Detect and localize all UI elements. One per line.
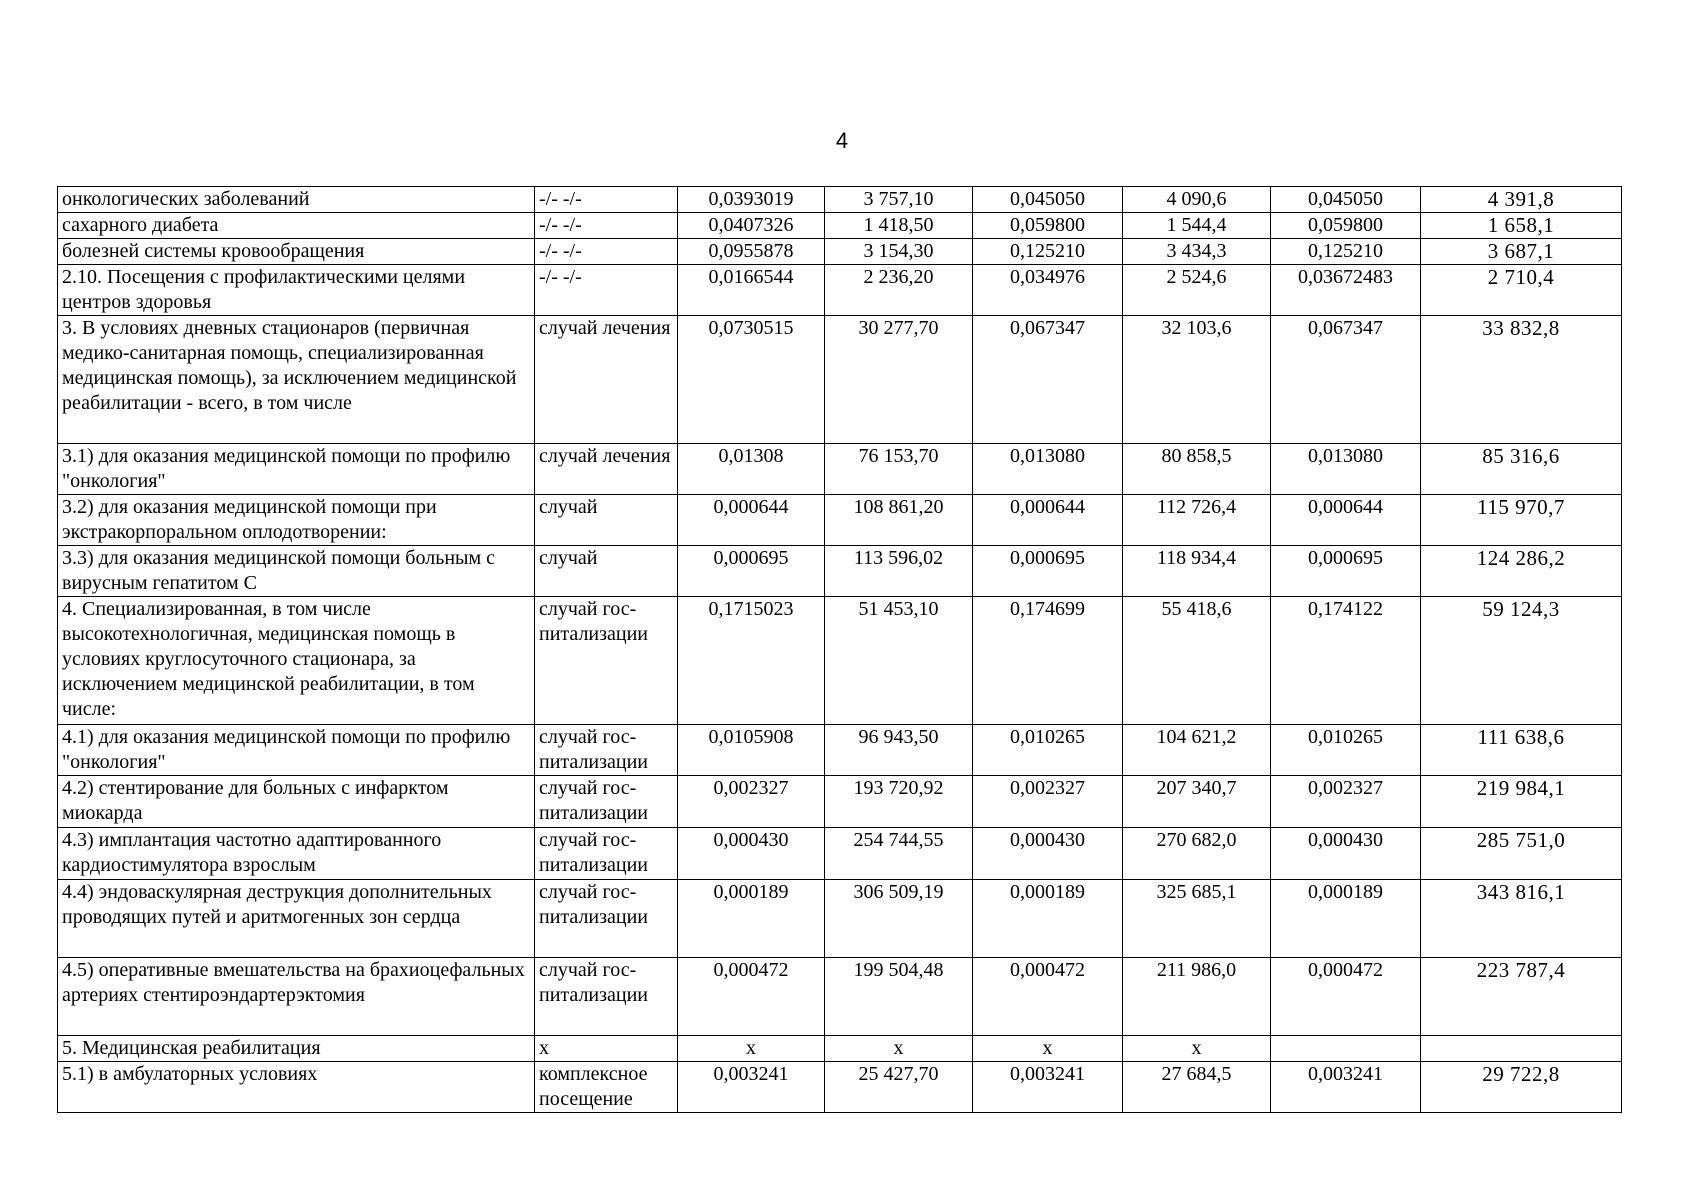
value-cell: 0,000695 <box>678 546 825 597</box>
value-cell: 80 858,5 <box>1123 444 1271 495</box>
row-name-cell: 4.3) имплантация частотно адаптированного кардиостимулятора взрослым <box>58 828 535 880</box>
table-row <box>58 495 1622 546</box>
value-cell: 0,0105908 <box>678 725 825 776</box>
value-cell: 2 710,4 <box>1421 265 1622 316</box>
row-name-cell: болезней системы кровообращения <box>58 239 535 265</box>
value-cell: 0,067347 <box>973 316 1123 444</box>
value-cell: 0,000472 <box>973 958 1123 1036</box>
value-cell: 25 427,70 <box>825 1062 973 1113</box>
value-cell: х <box>678 1036 825 1062</box>
row-name-cell: 5. Медицинская реабилитация <box>58 1036 535 1062</box>
row-name-cell: 3.2) для оказания медицинской помощи при экстракорпоральном оплодотворении: <box>58 495 535 546</box>
value-cell: 0,000695 <box>973 546 1123 597</box>
value-cell: 0,000472 <box>1271 958 1421 1036</box>
table-row <box>58 958 1622 1036</box>
value-cell: 0,125210 <box>973 239 1123 265</box>
table-row <box>58 444 1622 495</box>
table-row <box>58 265 1622 316</box>
value-cell: 115 970,7 <box>1421 495 1622 546</box>
value-cell: 51 453,10 <box>825 597 973 725</box>
value-cell: 0,059800 <box>1271 213 1421 239</box>
value-cell: 30 277,70 <box>825 316 973 444</box>
row-name-cell: 4. Специализированная, в том числе высокотехнологичная, медицинская помощь в условиях круглосуточного стационара, за исключением медицинской реабилитации, в том числе: <box>58 597 535 725</box>
value-cell: 0,010265 <box>1271 725 1421 776</box>
value-cell: 211 986,0 <box>1123 958 1271 1036</box>
value-cell: 0,0730515 <box>678 316 825 444</box>
value-cell: 0,125210 <box>1271 239 1421 265</box>
value-cell: 0,000644 <box>973 495 1123 546</box>
table-row <box>58 187 1622 213</box>
value-cell: 112 726,4 <box>1123 495 1271 546</box>
value-cell: 325 685,1 <box>1123 880 1271 958</box>
table-row <box>58 546 1622 597</box>
value-cell: 104 621,2 <box>1123 725 1271 776</box>
value-cell: 4 391,8 <box>1421 187 1622 213</box>
value-cell: 0,000430 <box>678 828 825 880</box>
value-cell: 55 418,6 <box>1123 597 1271 725</box>
row-unit-cell: комплексное посещение <box>535 1062 678 1113</box>
value-cell: 0,000189 <box>973 880 1123 958</box>
value-cell: 124 286,2 <box>1421 546 1622 597</box>
row-unit-cell: -/- -/- <box>535 187 678 213</box>
value-cell: 0,003241 <box>1271 1062 1421 1113</box>
value-cell: 0,002327 <box>973 776 1123 828</box>
table-row <box>58 725 1622 776</box>
value-cell: 0,0166544 <box>678 265 825 316</box>
value-cell: 76 153,70 <box>825 444 973 495</box>
value-cell: 3 687,1 <box>1421 239 1622 265</box>
row-unit-cell: случай гос-питализации <box>535 828 678 880</box>
row-unit-cell: случай гос-питализации <box>535 880 678 958</box>
row-name-cell: сахарного диабета <box>58 213 535 239</box>
value-cell: 2 236,20 <box>825 265 973 316</box>
value-cell: 0,003241 <box>678 1062 825 1113</box>
table-body <box>58 187 1622 1113</box>
value-cell: 0,034976 <box>973 265 1123 316</box>
value-cell: 0,013080 <box>973 444 1123 495</box>
value-cell: х <box>973 1036 1123 1062</box>
row-name-cell: 3.3) для оказания медицинской помощи больным с вирусным гепатитом С <box>58 546 535 597</box>
value-cell: 108 861,20 <box>825 495 973 546</box>
value-cell: 0,000695 <box>1271 546 1421 597</box>
table-row <box>58 213 1622 239</box>
row-name-cell: 4.4) эндоваскулярная деструкция дополнительных проводящих путей и аритмогенных зон сердца <box>58 880 535 958</box>
row-name-cell: 5.1) в амбулаторных условиях <box>58 1062 535 1113</box>
value-cell: 254 744,55 <box>825 828 973 880</box>
row-name-cell: 2.10. Посещения с профилактическими целями центров здоровья <box>58 265 535 316</box>
value-cell: 0,000189 <box>678 880 825 958</box>
value-cell: 0,000644 <box>1271 495 1421 546</box>
row-unit-cell: случай гос-питализации <box>535 958 678 1036</box>
row-unit-cell: -/- -/- <box>535 239 678 265</box>
table-row <box>58 776 1622 828</box>
value-cell: 193 720,92 <box>825 776 973 828</box>
value-cell <box>1271 1036 1421 1062</box>
value-cell: 0,000430 <box>973 828 1123 880</box>
value-cell: 0,067347 <box>1271 316 1421 444</box>
row-unit-cell: случай лечения <box>535 444 678 495</box>
row-unit-cell: случай <box>535 546 678 597</box>
value-cell: 111 638,6 <box>1421 725 1622 776</box>
value-cell: х <box>825 1036 973 1062</box>
value-cell: 219 984,1 <box>1421 776 1622 828</box>
value-cell <box>1421 1036 1622 1062</box>
value-cell: 0,000472 <box>678 958 825 1036</box>
value-cell: 0,045050 <box>1271 187 1421 213</box>
row-unit-cell: случай лечения <box>535 316 678 444</box>
value-cell: 0,010265 <box>973 725 1123 776</box>
value-cell: 0,0393019 <box>678 187 825 213</box>
value-cell: х <box>1123 1036 1271 1062</box>
value-cell: 0,01308 <box>678 444 825 495</box>
row-unit-cell: случай гос-питализации <box>535 776 678 828</box>
value-cell: 0,045050 <box>973 187 1123 213</box>
value-cell: 32 103,6 <box>1123 316 1271 444</box>
value-cell: 0,013080 <box>1271 444 1421 495</box>
row-name-cell: 3.1) для оказания медицинской помощи по профилю "онкология" <box>58 444 535 495</box>
value-cell: 0,000430 <box>1271 828 1421 880</box>
value-cell: 1 544,4 <box>1123 213 1271 239</box>
value-cell: 27 684,5 <box>1123 1062 1271 1113</box>
page-number: 4 <box>835 128 849 153</box>
table-row <box>58 316 1622 444</box>
row-name-cell: онкологических заболеваний <box>58 187 535 213</box>
value-cell: 3 757,10 <box>825 187 973 213</box>
value-cell: 207 340,7 <box>1123 776 1271 828</box>
table-row <box>58 1036 1622 1062</box>
row-unit-cell: случай гос-питализации <box>535 597 678 725</box>
value-cell: 0,000189 <box>1271 880 1421 958</box>
row-unit-cell: х <box>535 1036 678 1062</box>
value-cell: 0,174122 <box>1271 597 1421 725</box>
value-cell: 223 787,4 <box>1421 958 1622 1036</box>
value-cell: 199 504,48 <box>825 958 973 1036</box>
value-cell: 3 154,30 <box>825 239 973 265</box>
value-cell: 4 090,6 <box>1123 187 1271 213</box>
value-cell: 0,002327 <box>1271 776 1421 828</box>
row-unit-cell: -/- -/- <box>535 213 678 239</box>
value-cell: 0,0955878 <box>678 239 825 265</box>
row-unit-cell: случай <box>535 495 678 546</box>
value-cell: 0,0407326 <box>678 213 825 239</box>
value-cell: 85 316,6 <box>1421 444 1622 495</box>
table-row <box>58 828 1622 880</box>
value-cell: 96 943,50 <box>825 725 973 776</box>
row-name-cell: 4.5) оперативные вмешательства на брахиоцефальных артериях стентироэндартерэктомия <box>58 958 535 1036</box>
value-cell: 343 816,1 <box>1421 880 1622 958</box>
value-cell: 118 934,4 <box>1123 546 1271 597</box>
value-cell: 2 524,6 <box>1123 265 1271 316</box>
row-unit-cell: -/- -/- <box>535 265 678 316</box>
table-row <box>58 239 1622 265</box>
value-cell: 33 832,8 <box>1421 316 1622 444</box>
value-cell: 0,03672483 <box>1271 265 1421 316</box>
row-name-cell: 3. В условиях дневных стационаров (первичная медико-санитарная помощь, специализированная медицинская помощь), за исключением медицинской реабилитации - всего, в том числе <box>58 316 535 444</box>
value-cell: 0,000644 <box>678 495 825 546</box>
value-cell: 0,002327 <box>678 776 825 828</box>
value-cell: 1 658,1 <box>1421 213 1622 239</box>
value-cell: 3 434,3 <box>1123 239 1271 265</box>
value-cell: 306 509,19 <box>825 880 973 958</box>
row-name-cell: 4.1) для оказания медицинской помощи по профилю "онкология" <box>58 725 535 776</box>
value-cell: 113 596,02 <box>825 546 973 597</box>
data-table <box>57 186 1622 1113</box>
value-cell: 0,003241 <box>973 1062 1123 1113</box>
table-row <box>58 1062 1622 1113</box>
value-cell: 29 722,8 <box>1421 1062 1622 1113</box>
value-cell: 1 418,50 <box>825 213 973 239</box>
value-cell: 285 751,0 <box>1421 828 1622 880</box>
table-row <box>58 597 1622 725</box>
row-name-cell: 4.2) стентирование для больных с инфарктом миокарда <box>58 776 535 828</box>
value-cell: 59 124,3 <box>1421 597 1622 725</box>
row-unit-cell: случай гос-питализации <box>535 725 678 776</box>
value-cell: 0,174699 <box>973 597 1123 725</box>
value-cell: 270 682,0 <box>1123 828 1271 880</box>
value-cell: 0,1715023 <box>678 597 825 725</box>
value-cell: 0,059800 <box>973 213 1123 239</box>
table-row <box>58 880 1622 958</box>
